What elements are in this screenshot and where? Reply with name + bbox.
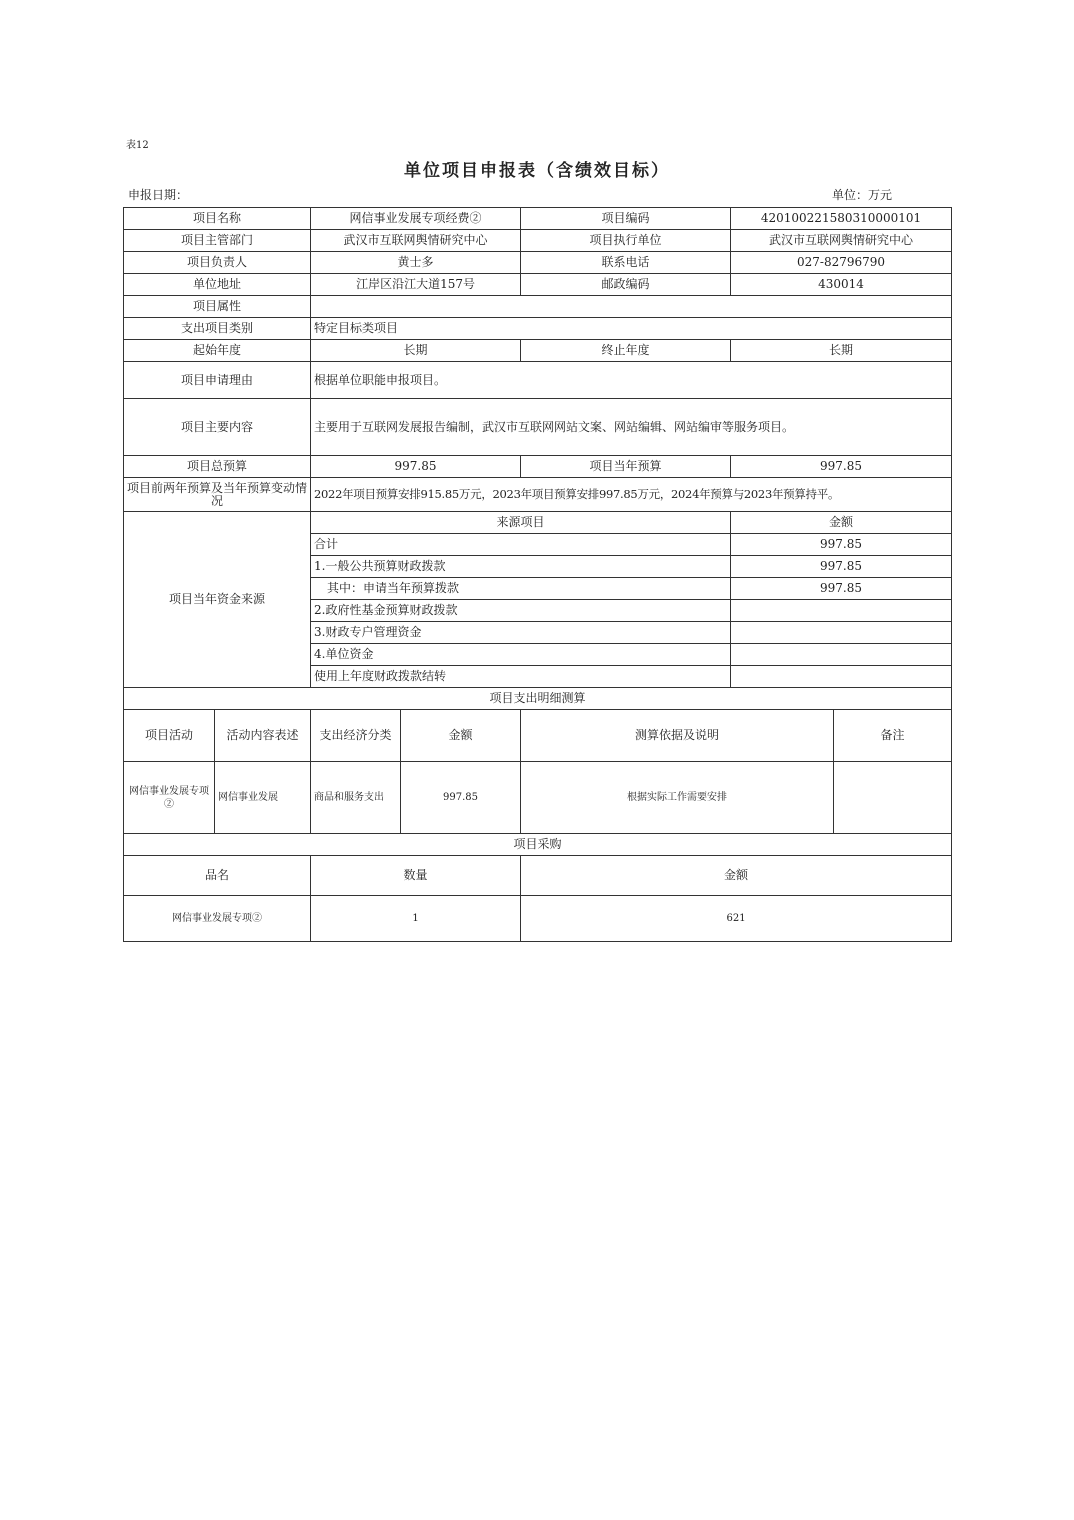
phone-label: 联系电话 <box>521 252 731 274</box>
detail-classification: 商品和服务支出 <box>311 762 401 834</box>
purchase-header-name: 品名 <box>124 856 311 896</box>
detail-header-classification: 支出经济分类 <box>311 710 401 762</box>
funding-row-amount <box>731 600 952 622</box>
budget-change-value: 2022年项目预算安排915.85万元，2023年项目预算安排997.85万元，2024年预算与2023年预算持平。 <box>311 478 952 512</box>
funding-row-amount <box>731 622 952 644</box>
funding-row-label: 1.一般公共预算财政拨款 <box>311 556 731 578</box>
funding-col-amount: 金额 <box>731 512 952 534</box>
exec-unit-value: 武汉市互联网舆情研究中心 <box>731 230 952 252</box>
date-label: 申报日期： <box>128 188 189 202</box>
funding-section-label: 项目当年资金来源 <box>124 512 311 688</box>
table-number: 表12 <box>126 140 149 151</box>
project-name-label: 项目名称 <box>124 208 311 230</box>
funding-row-amount: 997.85 <box>731 578 952 600</box>
current-budget-label: 项目当年预算 <box>521 456 731 478</box>
funding-row-label: 其中：申请当年预算拨款 <box>311 578 731 600</box>
purchase-header-amount: 金额 <box>521 856 952 896</box>
current-budget-value: 997.85 <box>731 456 952 478</box>
table-row <box>124 762 952 834</box>
funding-row-label: 合计 <box>311 534 731 556</box>
table-row <box>124 896 952 942</box>
detail-remark <box>834 762 952 834</box>
purchase-quantity: 1 <box>311 896 521 942</box>
detail-header-basis: 测算依据及说明 <box>521 710 834 762</box>
funding-row-label: 3.财政专户管理资金 <box>311 622 731 644</box>
detail-section-label: 项目支出明细测算 <box>124 688 952 710</box>
end-year-value: 长期 <box>731 340 952 362</box>
detail-header-description: 活动内容表述 <box>215 710 311 762</box>
start-year-label: 起始年度 <box>124 340 311 362</box>
funding-row-amount <box>731 666 952 688</box>
page-title: 单位项目申报表（含绩效目标） <box>404 161 670 181</box>
budget-change-label: 项目前两年预算及当年预算变动情况 <box>124 478 311 512</box>
purchase-header-quantity: 数量 <box>311 856 521 896</box>
address-label: 单位地址 <box>124 274 311 296</box>
total-budget-label: 项目总预算 <box>124 456 311 478</box>
detail-amount: 997.85 <box>401 762 521 834</box>
funding-row-label: 使用上年度财政拨款结转 <box>311 666 731 688</box>
reason-label: 项目申请理由 <box>124 362 311 399</box>
project-report-grid <box>123 207 952 942</box>
project-code-value: 420100221580310000101 <box>731 208 952 230</box>
owner-label: 项目负责人 <box>124 252 311 274</box>
address-value: 江岸区沿江大道157号 <box>311 274 521 296</box>
unit-label: 单位：万元 <box>832 188 893 202</box>
zip-label: 邮政编码 <box>521 274 731 296</box>
zip-value: 430014 <box>731 274 952 296</box>
funding-row-label: 2.政府性基金预算财政拨款 <box>311 600 731 622</box>
end-year-label: 终止年度 <box>521 340 731 362</box>
start-year-value: 长期 <box>311 340 521 362</box>
project-code-label: 项目编码 <box>521 208 731 230</box>
purchase-section-label: 项目采购 <box>124 834 952 856</box>
funding-row-amount <box>731 644 952 666</box>
content-label: 项目主要内容 <box>124 399 311 456</box>
exec-unit-label: 项目执行单位 <box>521 230 731 252</box>
total-budget-value: 997.85 <box>311 456 521 478</box>
reason-value: 根据单位职能申报项目。 <box>311 362 952 399</box>
content-value: 主要用于互联网发展报告编制，武汉市互联网网站文案、网站编辑、网站编审等服务项目。 <box>311 399 952 456</box>
phone-value: 027-82796790 <box>731 252 952 274</box>
purchase-amount: 621 <box>521 896 952 942</box>
purchase-name: 网信事业发展专项② <box>124 896 311 942</box>
attribute-value <box>311 296 952 318</box>
funding-row-amount: 997.85 <box>731 534 952 556</box>
detail-activity: 网信事业发展专项② <box>124 762 215 834</box>
detail-header-remark: 备注 <box>834 710 952 762</box>
detail-header-activity: 项目活动 <box>124 710 215 762</box>
funding-row-label: 4.单位资金 <box>311 644 731 666</box>
detail-basis: 根据实际工作需要安排 <box>521 762 834 834</box>
dept-label: 项目主管部门 <box>124 230 311 252</box>
funding-row-amount: 997.85 <box>731 556 952 578</box>
dept-value: 武汉市互联网舆情研究中心 <box>311 230 521 252</box>
detail-header-amount: 金额 <box>401 710 521 762</box>
expense-type-value: 特定目标类项目 <box>311 318 952 340</box>
expense-type-label: 支出项目类别 <box>124 318 311 340</box>
detail-description: 网信事业发展 <box>215 762 311 834</box>
funding-col-source: 来源项目 <box>311 512 731 534</box>
attribute-label: 项目属性 <box>124 296 311 318</box>
owner-value: 黄士多 <box>311 252 521 274</box>
project-name-value: 网信事业发展专项经费② <box>311 208 521 230</box>
